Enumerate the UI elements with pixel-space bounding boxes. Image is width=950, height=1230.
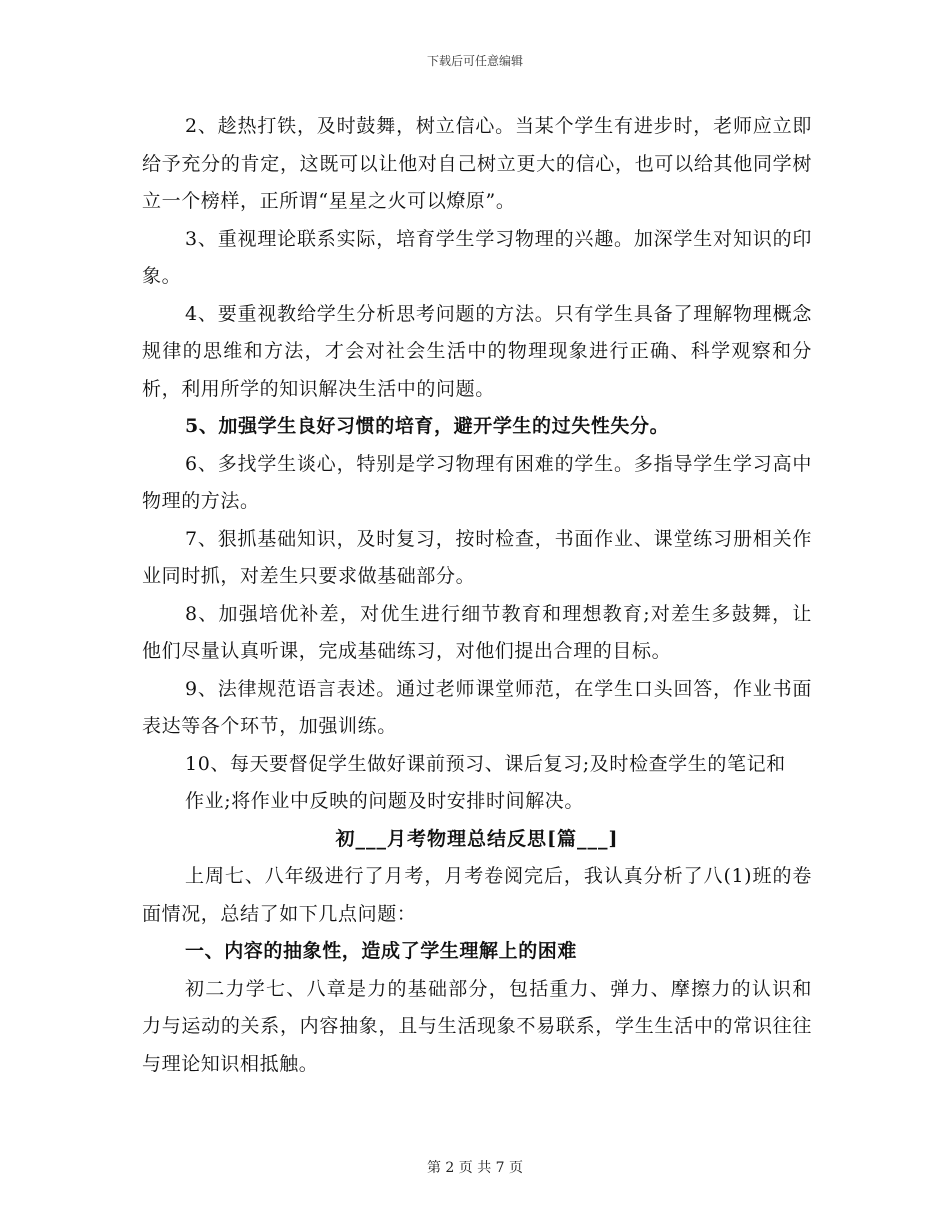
paragraph-4: 4、要重视教给学生分析思考问题的方法。只有学生具备了理解物理概念规律的思维和方法，才会对社会生活中的物理现象进行正确、科学观察和分析，利用所学的知识解决生活中的问题。 bbox=[142, 302, 812, 400]
paragraph-8: 8、加强培优补差，对优生进行细节教育和理想教育;对差生多鼓舞，让他们尽量认真听课，完成基础练习，对他们提出合理的目标。 bbox=[142, 602, 812, 662]
paragraph-7: 7、狠抓基础知识，及时复习，按时检查，书面作业、课堂练习册相关作业同时抓，对差生只要求做基础部分。 bbox=[142, 527, 812, 587]
page-footer: 第 2 页 共 7 页 bbox=[426, 1160, 524, 1176]
section-heading-1: 一、内容的抽象性，造成了学生理解上的困难 bbox=[185, 940, 578, 962]
section-intro-paragraph: 上周七、八年级进行了月考，月考卷阅完后，我认真分析了八(1)班的卷面情况，总结了如下几点问题： bbox=[142, 865, 812, 925]
paragraph-6: 6、多找学生谈心，特别是学习物理有困难的学生。多指导学生学习高中物理的方法。 bbox=[142, 452, 812, 512]
paragraph-2: 2、趁热打铁，及时鼓舞，树立信心。当某个学生有进步时，老师应立即给予充分的肯定，这既可以让他对自己树立更大的信心，也可以给其他同学树立一个榜样，正所谓“星星之火可以燎原”。 bbox=[142, 115, 812, 212]
paragraph-9: 9、法律规范语言表述。通过老师课堂师范，在学生口头回答，作业书面表达等各个环节，加强训练。 bbox=[142, 677, 812, 737]
paragraph-5-bold: 5、加强学生良好习惯的培育，避开学生的过失性失分。 bbox=[185, 415, 670, 437]
paragraph-3: 3、重视理论联系实际，培育学生学习物理的兴趣。加深学生对知识的印象。 bbox=[142, 227, 812, 287]
paragraph-10: 10、每天要督促学生做好课前预习、课后复习;及时检查学生的笔记和 bbox=[185, 752, 786, 775]
section-title: 初___月考物理总结反思[篇___] bbox=[335, 827, 619, 850]
page-header: 下载后可任意编辑 bbox=[426, 54, 523, 68]
paragraph-10-continued: 作业;将作业中反映的问题及时安排时间解决。 bbox=[185, 790, 585, 812]
section-body-paragraph: 初二力学七、八章是力的基础部分，包括重力、弹力、摩擦力的认识和力与运动的关系，内容抽象，且与生活现象不易联系，学生生活中的常识往往与理论知识相抵触。 bbox=[142, 977, 812, 1075]
document-body bbox=[142, 108, 812, 1083]
